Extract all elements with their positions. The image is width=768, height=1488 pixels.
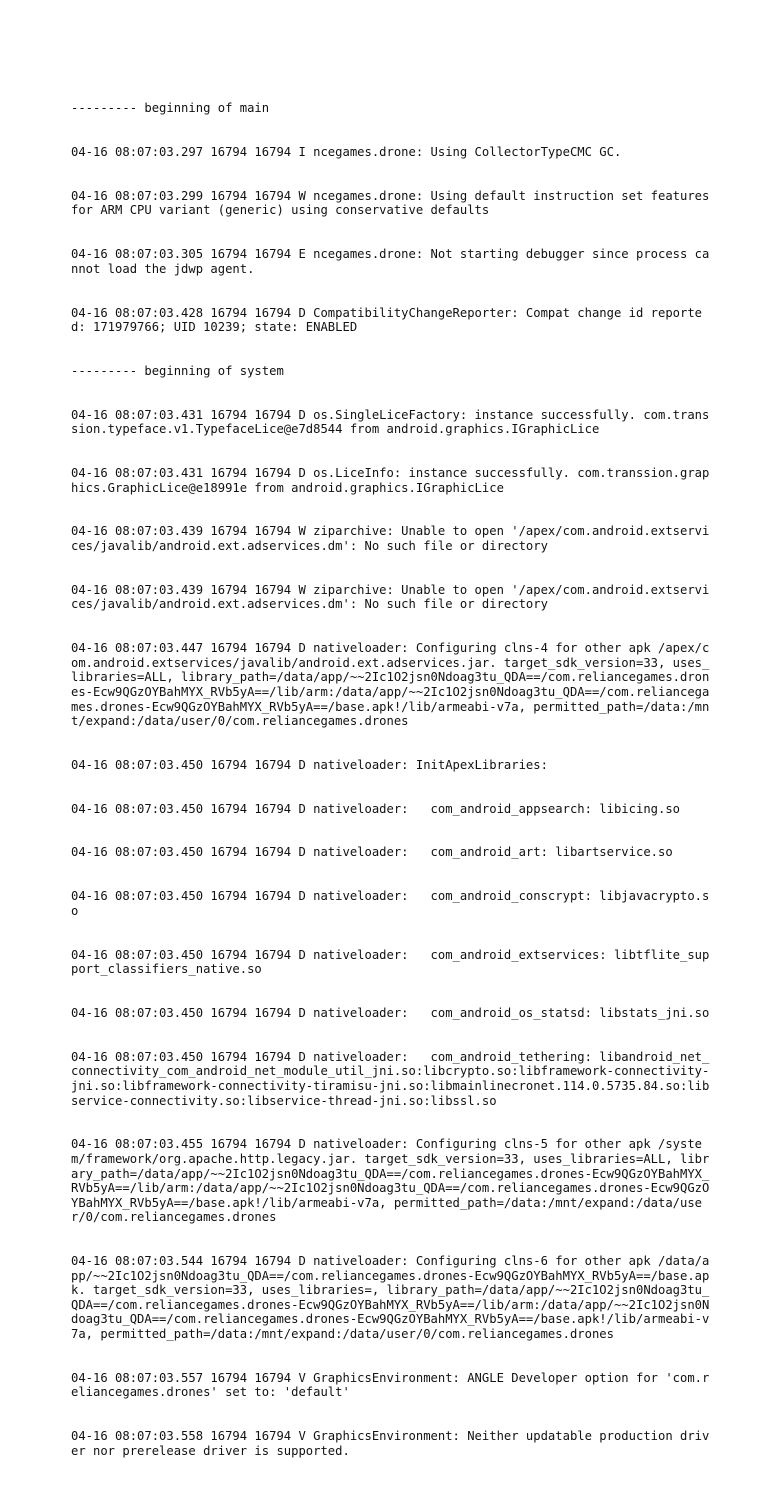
log-line: --------- beginning of system: [71, 363, 284, 378]
log-line: 04-16 08:07:03.447 16794 16794 D nativeloader: Configuring clns-4 for other apk /apex/com.android.extservices/javalib/android.ext.adservices.jar. target_sdk_version=33, uses_libraries=ALL, library_path=/data/app/~~2Ic1O2jsn0Ndoag3tu_QDA==/com.reliancegames.drones-Ecw9QGzOYBahMYX_RVb5yA==/lib/arm:/data/app/~~2Ic1O2jsn0Ndoag3tu_QDA==/com.reliancegames.drones-Ecw9QGzOYBahMYX_RVb5yA==/base.apk!/lib/armeabi-v7a, permitted_path=/data:/mnt/expand:/data/user/0/com.reliancegames.drones: [71, 641, 710, 729]
log-line: --------- beginning of main: [71, 101, 270, 116]
log-line: 04-16 08:07:03.439 16794 16794 W ziparchive: Unable to open '/apex/com.android.extservices/javalib/android.ext.adservices.dm': No such file or directory: [71, 582, 710, 612]
log-line: 04-16 08:07:03.297 16794 16794 I ncegames.drone: Using CollectorTypeCMC GC.: [71, 144, 622, 159]
log-line: 04-16 08:07:03.428 16794 16794 D CompatibilityChangeReporter: Compat change id reported: 171979766; UID 10239; state: ENABLED: [71, 305, 703, 335]
log-line: 04-16 08:07:03.431 16794 16794 D os.SingleLiceFactory: instance successfully. com.transsion.typeface.v1.TypefaceLice@e7d8544 from android.graphics.IGraphicLice: [71, 407, 710, 437]
log-line: 04-16 08:07:03.558 16794 16794 V GraphicsEnvironment: Neither updatable production driver nor prerelease driver is supported.: [71, 1429, 710, 1458]
log-line: 04-16 08:07:03.450 16794 16794 D nativeloader: com_android_os_statsd: libstats_jni.so: [71, 1006, 710, 1020]
log-line: 04-16 08:07:03.557 16794 16794 V GraphicsEnvironment: ANGLE Developer option for 'com.reliancegames.drones' set to: 'default': [71, 1370, 710, 1400]
log-line: 04-16 08:07:03.450 16794 16794 D nativeloader: com_android_art: libartservice.so: [71, 845, 673, 860]
log-line: 04-16 08:07:03.450 16794 16794 D nativeloader: com_android_conscrypt: libjavacrypto.so: [71, 889, 710, 918]
log-line: 04-16 08:07:03.450 16794 16794 D nativeloader: com_android_tethering: libandroid_net_connectivity_com_android_net_module_util_jni.so:libcrypto.so:libframework-connectivity-jni.so:libframework-connectivity-tiramisu-jni.so:libmainlinecronet.114.0.5735.84.so:libservice-connectivity.so:libservice-thread-jni.so:libssl.so: [71, 1049, 710, 1108]
log-line: 04-16 08:07:03.450 16794 16794 D nativeloader: com_android_extservices: libtflite_support_classifiers_native.so: [71, 947, 710, 977]
log-text: [71, 72, 717, 1488]
log-line: 04-16 08:07:03.299 16794 16794 W ncegames.drone: Using default instruction set features for ARM CPU variant (generic) using conservative defaults: [71, 188, 717, 218]
log-line: 04-16 08:07:03.450 16794 16794 D nativeloader: InitApexLibraries:: [71, 757, 548, 772]
log-line: 04-16 08:07:03.544 16794 16794 D nativeloader: Configuring clns-6 for other apk /data/app/~~2Ic1O2jsn0Ndoag3tu_QDA==/com.reliancegames.drones-Ecw9QGzOYBahMYX_RVb5yA==/base.apk. target_sdk_version=33, uses_libraries=, library_path=/data/app/~~2Ic1O2jsn0Ndoag3tu_QDA==/com.reliancegames.drones-Ecw9QGzOYBahMYX_RVb5yA==/lib/arm:/data/app/~~2Ic1O2jsn0Ndoag3tu_QDA==/com.reliancegames.drones-Ecw9QGzOYBahMYX_RVb5yA==/base.apk!/lib/armeabi-v7a, permitted_path=/data:/mnt/expand:/data/user/0/com.reliancegames.drones: [71, 1254, 710, 1342]
log-line: 04-16 08:07:03.439 16794 16794 W ziparchive: Unable to open '/apex/com.android.extservices/javalib/android.ext.adservices.dm': No such file or directory: [71, 524, 710, 553]
log-line: 04-16 08:07:03.431 16794 16794 D os.LiceInfo: instance successfully. com.transsion.graphics.GraphicLice@e18991e from android.graphics.IGraphicLice: [71, 466, 710, 495]
log-line: 04-16 08:07:03.450 16794 16794 D nativeloader: com_android_appsearch: libicing.so: [71, 801, 681, 816]
log-line: 04-16 08:07:03.305 16794 16794 E ncegames.drone: Not starting debugger since process cannot load the jdwp agent.: [71, 247, 710, 276]
log-line: 04-16 08:07:03.455 16794 16794 D nativeloader: Configuring clns-5 for other apk /system/framework/org.apache.http.legacy.jar. target_sdk_version=33, uses_libraries=ALL, library_path=/data/app/~~2Ic1O2jsn0Ndoag3tu_QDA==/com.reliancegames.drones-Ecw9QGzOYBahMYX_RVb5yA==/lib/arm:/data/app/~~2Ic1O2jsn0Ndoag3tu_QDA==/com.reliancegames.drones-Ecw9QGzOYBahMYX_RVb5yA==/base.apk!/lib/armeabi-v7a, permitted_path=/data:/mnt/expand:/data/user/0/com.reliancegames.drones: [71, 1137, 710, 1225]
